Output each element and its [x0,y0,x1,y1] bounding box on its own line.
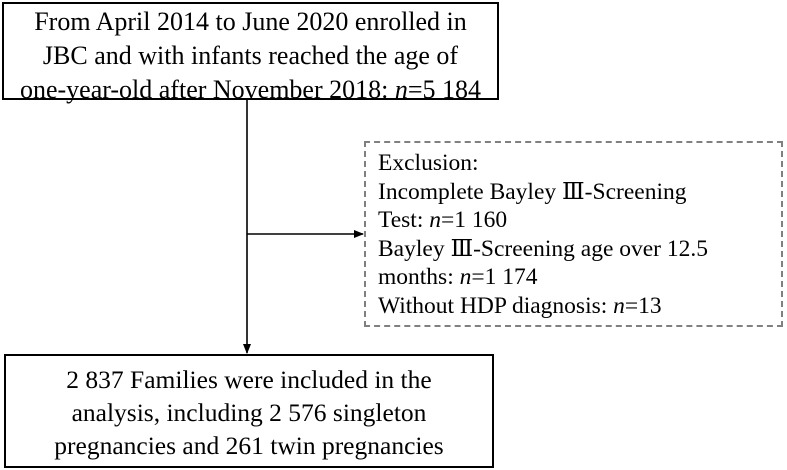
exclusion-title: Exclusion: [378,150,479,176]
exclusion-box [364,141,783,327]
enrollment-n-value: =5 184 [407,75,482,104]
enrollment-box [2,2,499,104]
exclusion-item-3 [378,292,781,321]
enrollment-line-1: From April 2014 to June 2020 enrolled in [34,7,467,36]
included-line-2: analysis, including 2 576 singleton [71,398,427,427]
exclusion-item-3-prefix: Without HDP diagnosis: [378,292,614,319]
exclusion-item-3-n-symbol: n [613,292,625,319]
enrollment-line-2: JBC and with infants reached the age of [42,41,459,70]
exclusion-item-1-value: =1 160 [440,207,508,233]
exclusion-item-2-line-2 [378,263,781,292]
enrollment-line-3-prefix: one-year-old after November 2018: [19,75,395,104]
included-box [4,354,494,468]
exclusion-item-1-line-1: Incomplete Bayley Ⅲ-Screening [378,178,687,205]
enrollment-n-symbol: n [394,75,408,104]
included-line-1: 2 837 Families were included in the [66,365,432,394]
exclusion-item-1-prefix: Test: [378,207,430,233]
exclusion-item-2-value: =1 174 [471,264,538,290]
included-line-3: pregnancies and 261 twin pregnancies [54,431,444,460]
exclusion-item-1-line-2 [378,206,781,235]
exclusion-item-2-prefix: months: [378,264,460,290]
exclusion-item-1-n-symbol: n [429,207,441,233]
enrollment-line-3 [4,73,497,107]
exclusion-item-3-value: =13 [624,292,662,319]
exclusion-item-2-n-symbol: n [459,264,472,290]
exclusion-item-2-line-1: Bayley Ⅲ-Screening age over 12.5 [378,235,709,262]
